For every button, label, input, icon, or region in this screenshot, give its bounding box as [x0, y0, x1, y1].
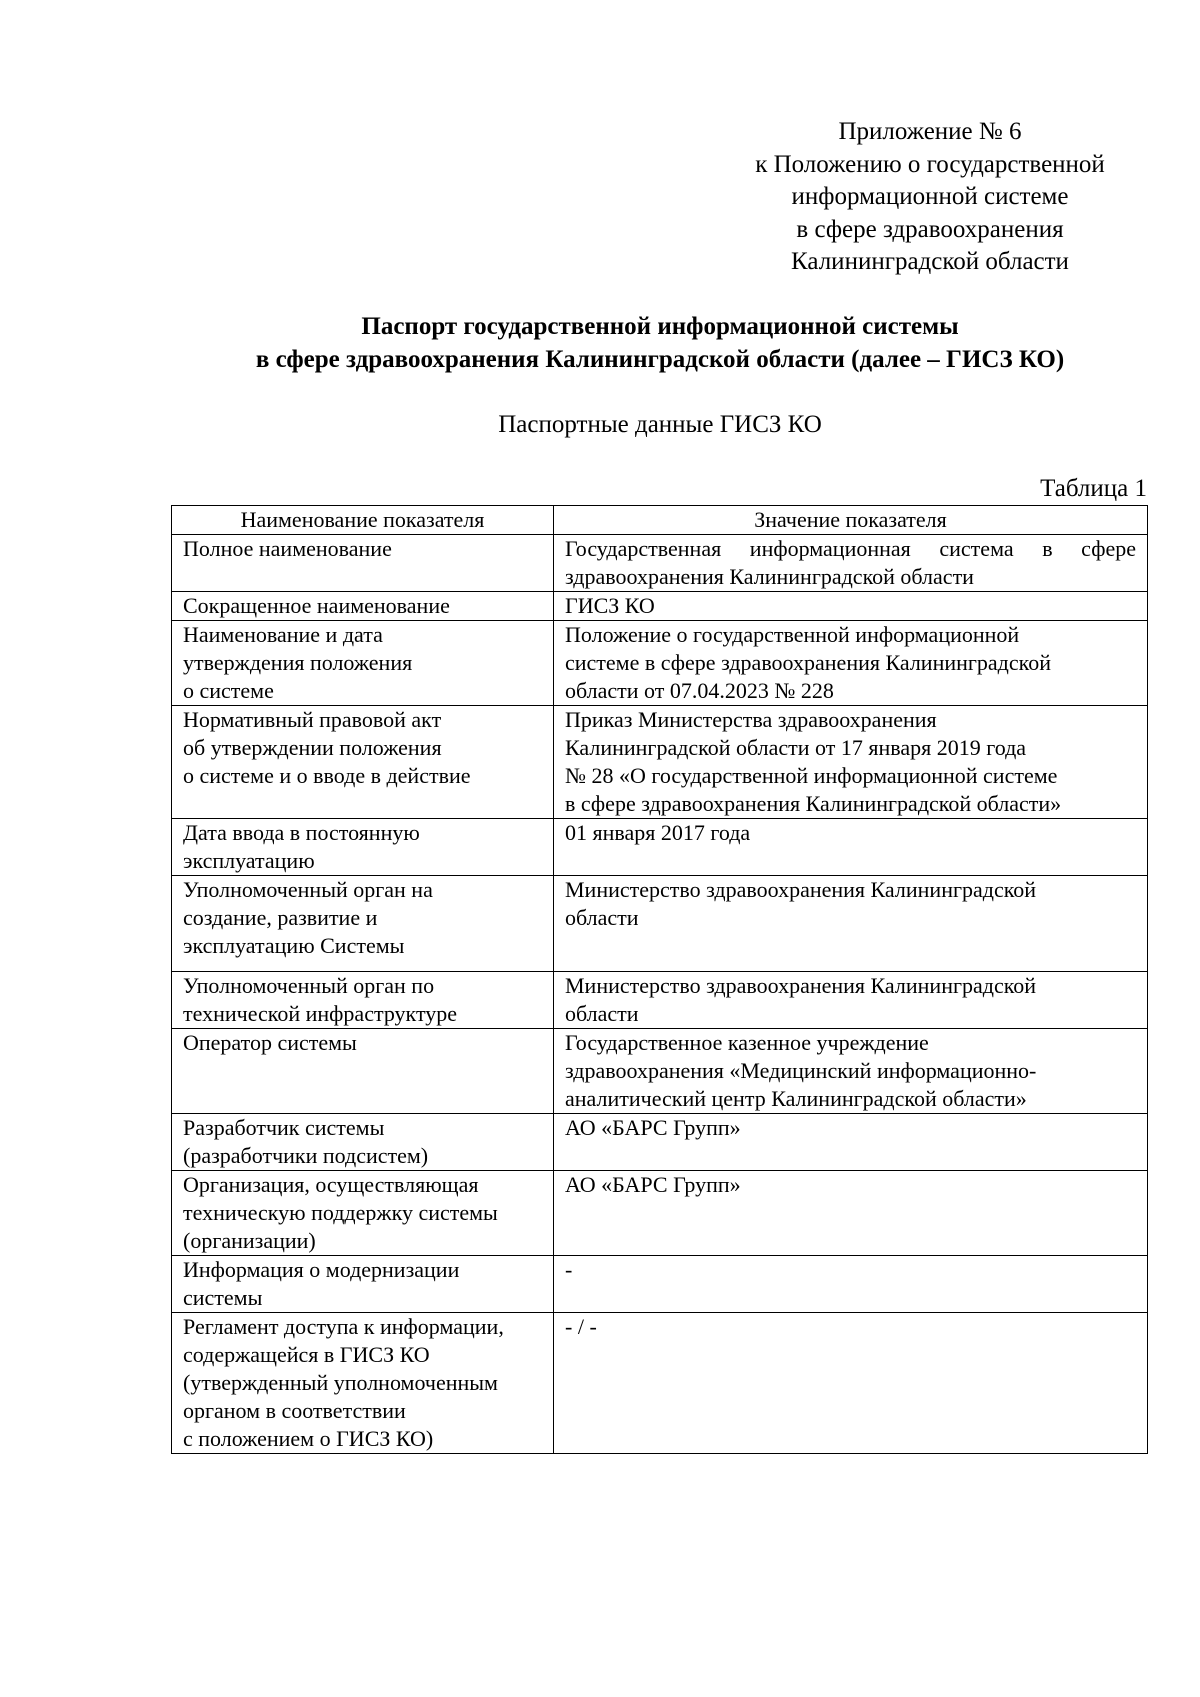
- indicator-name-line: технической инфраструктуре: [183, 1001, 458, 1026]
- table-row: [172, 1029, 1148, 1114]
- indicator-name-cell: [172, 535, 554, 592]
- indicator-value-cell: [554, 819, 1148, 876]
- indicator-value-cell: [554, 621, 1148, 706]
- indicator-value-line: АО «БАРС Групп»: [565, 1115, 741, 1140]
- indicator-name-line: Разработчик системы: [183, 1115, 385, 1140]
- indicator-value-line: АО «БАРС Групп»: [565, 1172, 741, 1197]
- table-row: [172, 621, 1148, 706]
- table-row: [172, 592, 1148, 621]
- table-row: [172, 1114, 1148, 1171]
- appendix-line: Калининградской области: [791, 248, 1069, 275]
- indicator-name-line: создание, развитие и: [183, 905, 378, 930]
- indicator-value-line: системе в сфере здравоохранения Калининградской: [565, 650, 1051, 675]
- passport-table: [171, 505, 1148, 1454]
- indicator-name-line: (утвержденный уполномоченным: [183, 1370, 498, 1395]
- indicator-value-line: 01 января 2017 года: [565, 820, 751, 845]
- indicator-name-line: утверждения положения: [183, 650, 413, 675]
- indicator-value-line: Министерство здравоохранения Калининградской: [565, 973, 1037, 998]
- indicator-value-line: Положение о государственной информационной: [565, 622, 1020, 647]
- indicator-name-line: с положением о ГИСЗ КО): [183, 1426, 434, 1451]
- document-title-line-1: Паспорт государственной информационной системы: [361, 313, 959, 340]
- indicator-value-line: здравоохранения Калининградской области: [565, 564, 974, 589]
- document-title-line-2: в сфере здравоохранения Калининградской области (далее – ГИСЗ КО): [255, 346, 1065, 373]
- indicator-name-line: Информация о модернизации: [183, 1257, 460, 1282]
- indicator-value-line: ГИСЗ КО: [565, 593, 655, 618]
- indicator-name-cell: [172, 621, 554, 706]
- indicator-name-line: Сокращенное наименование: [183, 593, 450, 618]
- indicator-value-cell: [554, 1256, 1148, 1313]
- indicator-value-line: Государственная информационная система в сфере: [565, 536, 1136, 561]
- table-row: [172, 972, 1148, 1029]
- indicator-value-cell: [554, 972, 1148, 1029]
- table-row: [172, 706, 1148, 819]
- table-row: [172, 1313, 1148, 1454]
- indicator-value-cell: [554, 592, 1148, 621]
- indicator-name-line: содержащейся в ГИСЗ КО: [183, 1342, 430, 1367]
- appendix-header: [720, 116, 1140, 279]
- indicator-value-line: -: [565, 1257, 573, 1282]
- indicator-value-cell: [554, 535, 1148, 592]
- indicator-name-cell: [172, 819, 554, 876]
- appendix-line: в сфере здравоохранения: [796, 215, 1064, 243]
- indicator-value-line: Министерство здравоохранения Калининградской: [565, 877, 1037, 902]
- indicator-value-line: здравоохранения «Медицинский информационно-: [565, 1058, 1037, 1083]
- table-body: [172, 535, 1148, 1454]
- indicator-value-cell: [554, 706, 1148, 819]
- indicator-name-cell: [172, 1029, 554, 1114]
- appendix-line: к Положению о государственной: [755, 150, 1105, 178]
- column-header-name: Наименование показателя: [172, 506, 554, 535]
- indicator-value-line: области: [565, 1001, 639, 1026]
- table-caption: Таблица 1: [1040, 475, 1147, 502]
- table-header-row: [172, 506, 1148, 535]
- indicator-name-line: о системе: [183, 678, 274, 703]
- indicator-name-line: эксплуатацию Системы: [183, 933, 405, 958]
- indicator-name-cell: [172, 1256, 554, 1313]
- indicator-name-line: Нормативный правовой акт: [183, 707, 442, 732]
- document-title: [0, 310, 1200, 376]
- indicator-name-line: органом в соответствии: [183, 1398, 406, 1423]
- indicator-name-cell: [172, 1171, 554, 1256]
- table-row: [172, 1171, 1148, 1256]
- appendix-line: информационной системе: [791, 183, 1069, 210]
- indicator-value-line: - / -: [565, 1314, 597, 1339]
- indicator-name-line: системы: [183, 1285, 263, 1310]
- indicator-value-line: аналитический центр Калининградской области»: [565, 1086, 1027, 1111]
- indicator-value-cell: [554, 1171, 1148, 1256]
- indicator-value-line: Приказ Министерства здравоохранения: [565, 707, 937, 732]
- document-subtitle: Паспортные данные ГИСЗ КО: [498, 411, 822, 438]
- indicator-name-cell: [172, 972, 554, 1029]
- indicator-value-cell: [554, 1029, 1148, 1114]
- indicator-name-line: Регламент доступа к информации,: [183, 1314, 504, 1339]
- indicator-name-line: Полное наименование: [183, 536, 392, 561]
- indicator-name-cell: [172, 592, 554, 621]
- appendix-line: Приложение № 6: [838, 118, 1022, 145]
- indicator-value-line: № 28 «О государственной информационной системе: [565, 763, 1058, 788]
- indicator-name-cell: [172, 706, 554, 819]
- indicator-name-line: эксплуатацию: [183, 848, 315, 873]
- indicator-value-cell: [554, 1313, 1148, 1454]
- indicator-value-cell: [554, 1114, 1148, 1171]
- indicator-name-cell: [172, 1114, 554, 1171]
- indicator-name-line: Дата ввода в постоянную: [183, 820, 420, 845]
- table-row: [172, 1256, 1148, 1313]
- indicator-name-line: (разработчики подсистем): [183, 1143, 429, 1168]
- indicator-name-line: о системе и о вводе в действие: [183, 763, 471, 788]
- indicator-value-line: области от 07.04.2023 № 228: [565, 678, 834, 703]
- table-row: [172, 876, 1148, 972]
- indicator-value-cell: [554, 876, 1148, 972]
- indicator-name-cell: [172, 1313, 554, 1454]
- table-row: [172, 819, 1148, 876]
- indicator-name-line: (организации): [183, 1228, 316, 1253]
- indicator-value-line: Государственное казенное учреждение: [565, 1030, 929, 1055]
- table-row: [172, 535, 1148, 592]
- indicator-value-line: области: [565, 905, 639, 930]
- indicator-name-line: Уполномоченный орган на: [183, 877, 433, 902]
- indicator-name-line: Организация, осуществляющая: [183, 1172, 479, 1197]
- indicator-name-line: об утверждении положения: [183, 735, 442, 760]
- indicator-name-line: Наименование и дата: [183, 622, 383, 647]
- column-header-value: Значение показателя: [554, 506, 1148, 535]
- indicator-name-line: Оператор системы: [183, 1030, 357, 1055]
- indicator-value-line: в сфере здравоохранения Калининградской области»: [565, 791, 1062, 816]
- indicator-name-line: техническую поддержку системы: [183, 1200, 498, 1225]
- indicator-name-cell: [172, 876, 554, 972]
- indicator-value-line: Калининградской области от 17 января 2019 года: [565, 735, 1027, 760]
- indicator-name-line: Уполномоченный орган по: [183, 973, 435, 998]
